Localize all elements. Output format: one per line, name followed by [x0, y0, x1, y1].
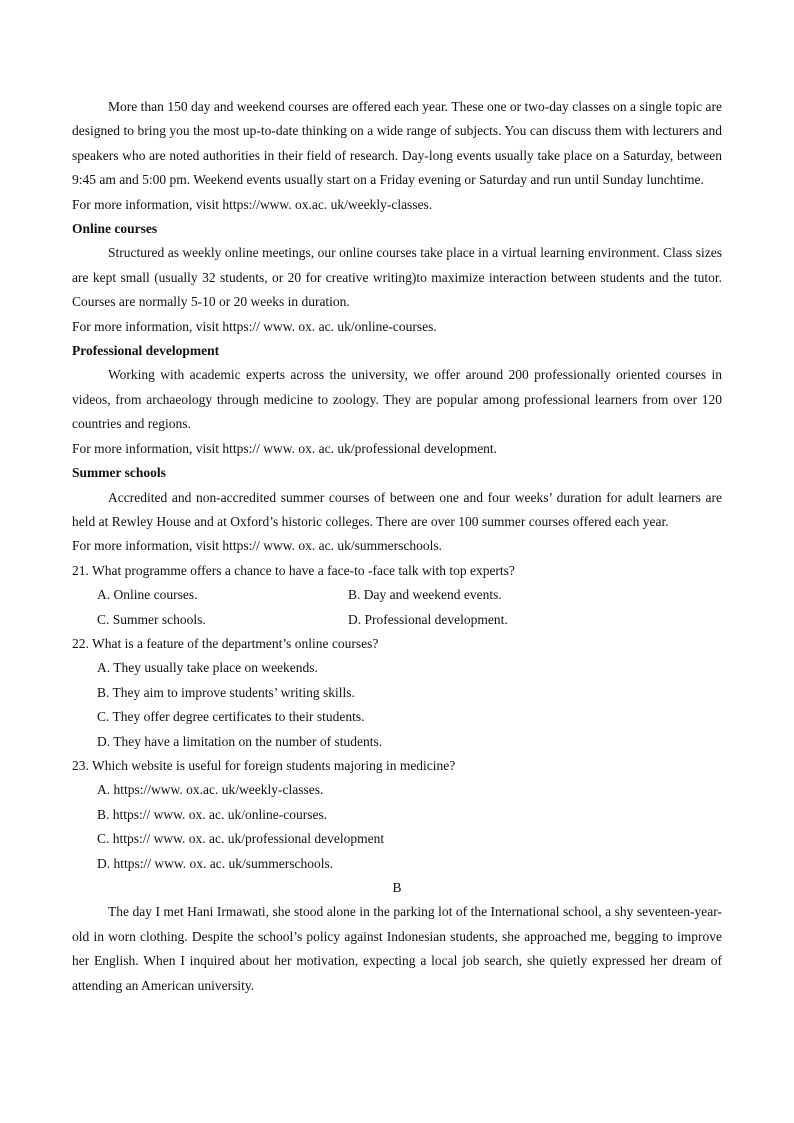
day-weekend-paragraph: More than 150 day and weekend courses are offered each year. These one or two-day classes on a single topic are designed to bring you the most up-to-date thinking on a wide range of subjects. You can discuss them with lecturers and speakers who are noted authorities in their field of research. Day-long events usually take place on a Saturday, between 9:45 am and 5:00 pm. Weekend events usually start on a Friday evening or Saturday and run until Sunday lunchtime. — [72, 99, 722, 188]
question-23-stem: 23. Which website is useful for foreign students majoring in medicine? — [72, 757, 456, 773]
section-b-label: B — [392, 880, 402, 895]
document-page — [72, 95, 722, 998]
section-b-paragraph: The day I met Hani Irmawati, she stood alone in the parking lot of the International school, a shy seventeen-year-old in worn clothing. Despite the school’s policy against Indonesian students, she approached me, begging to improve her English. When I inquired about her motivation, expecting a local job search, she quietly expressed her dream of attending an American university. — [72, 904, 722, 993]
online-courses-paragraph: Structured as weekly online meetings, our online courses take place in a virtual learning environment. Class sizes are kept small (usually 32 students, or 20 for creative writing)to maximize interaction between students and the tutor. Courses are normally 5-10 or 20 weeks in duration. — [72, 245, 722, 310]
question-22-option-a: A. They usually take place on weekends. — [97, 660, 318, 676]
question-21-option-d: D. Professional development. — [348, 611, 508, 627]
question-22-option-d: D. They have a limitation on the number of students. — [97, 733, 383, 749]
question-21-option-c: C. Summer schools. — [97, 611, 206, 627]
question-23-option-c: C. https:// www. ox. ac. uk/professional development — [97, 831, 385, 847]
online-courses-link: For more information, visit https:// www. ox. ac. uk/online-courses. — [72, 318, 437, 334]
day-weekend-link: For more information, visit https://www. ox.ac. uk/weekly-classes. — [72, 196, 433, 212]
professional-development-paragraph: Working with academic experts across the university, we offer around 200 professionally oriented courses in videos, from archaeology through medicine to zoology. They are popular among professional learners from over 120 countries and regions. — [72, 367, 722, 432]
question-23-option-a: A. https://www. ox.ac. uk/weekly-classes. — [97, 782, 324, 798]
question-22-option-b: B. They aim to improve students’ writing skills. — [97, 684, 355, 700]
question-21-option-a: A. Online courses. — [97, 587, 198, 603]
professional-development-link: For more information, visit https:// www. ox. ac. uk/professional development. — [72, 440, 498, 456]
question-23-option-d: D. https:// www. ox. ac. uk/summerschools. — [97, 855, 334, 871]
professional-development-heading: Professional development — [72, 343, 220, 359]
summer-schools-paragraph: Accredited and non-accredited summer courses of between one and four weeks’ duration for adult learners are held at Rewley House and at Oxford’s historic colleges. There are over 100 summer courses offered each year. — [72, 489, 722, 529]
question-21-stem: 21. What programme offers a chance to have a face-to -face talk with top experts? — [72, 562, 515, 578]
question-21-options-row-2 — [72, 608, 722, 632]
online-courses-heading: Online courses — [72, 221, 158, 237]
question-23-option-b: B. https:// www. ox. ac. uk/online-courses. — [97, 806, 328, 822]
summer-schools-heading: Summer schools — [72, 465, 166, 481]
summer-schools-link: For more information, visit https:// www. ox. ac. uk/summerschools. — [72, 538, 442, 554]
question-22-option-c: C. They offer degree certificates to their students. — [97, 709, 365, 725]
question-21-option-b: B. Day and weekend events. — [348, 587, 502, 603]
question-21-options-row-1 — [72, 583, 722, 607]
question-22-stem: 22. What is a feature of the department’s online courses? — [72, 635, 379, 651]
